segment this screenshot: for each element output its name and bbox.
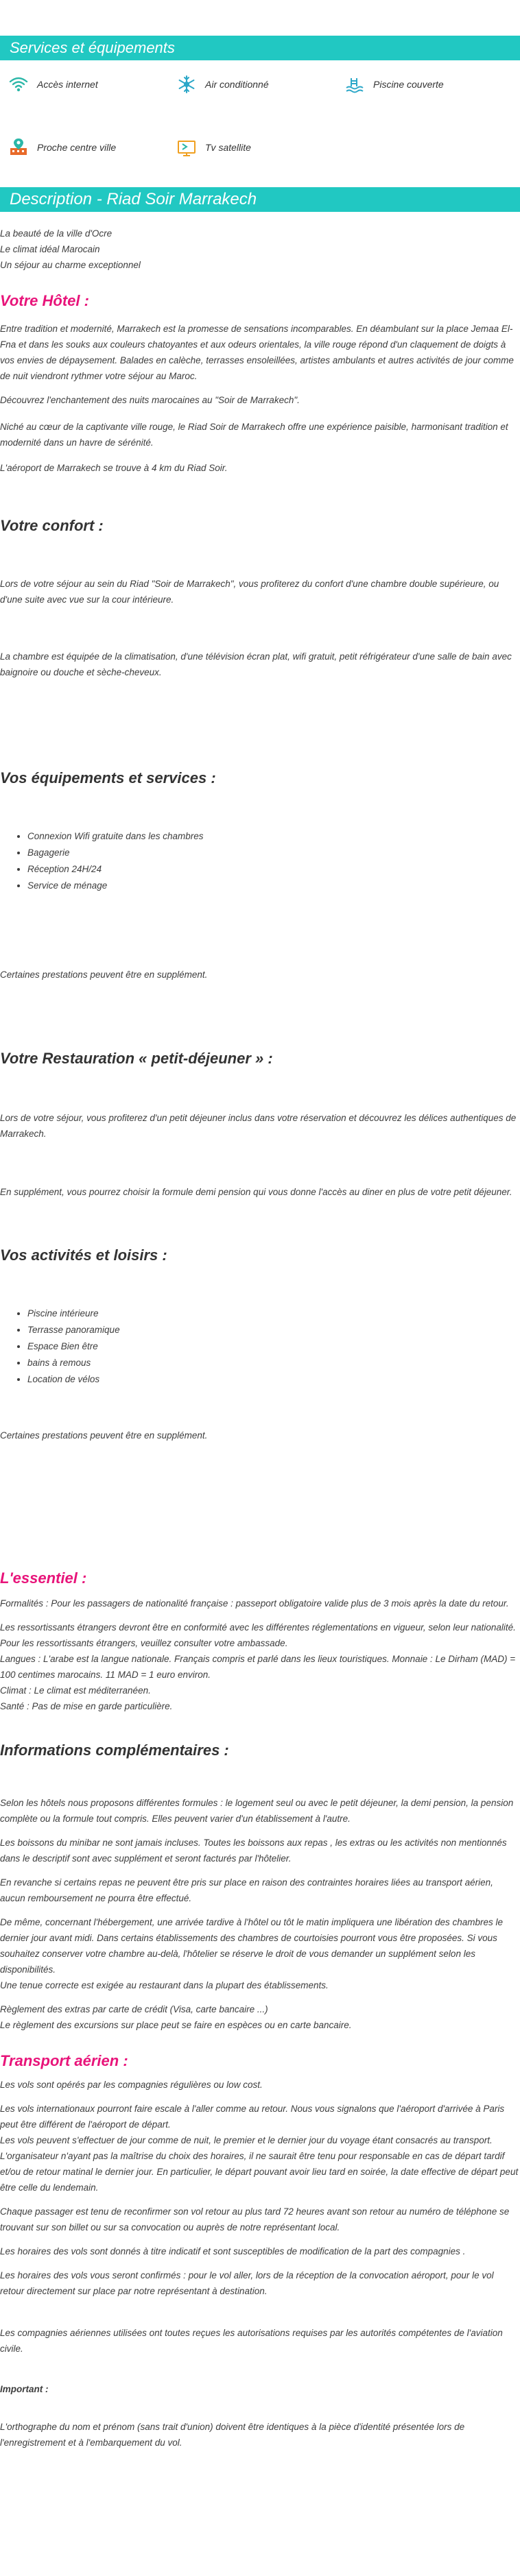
transport-line: Les vols internationaux pourront faire escale à l'aller comme au retour. Nous vous signalons que l'aéroport d'arrivée à Paris peut être différent de l'aéroport de départ. — [0, 2104, 505, 2130]
comfort-paragraph: La chambre est équipée de la climatisation, d'une télévision écran plat, wifi gratuit, petit réfrigérateur d'une salle de bain avec baignoire ou douche et sèche-cheveux. — [0, 651, 512, 677]
restaurant-heading: Votre Restauration « petit-déjeuner » : — [0, 1050, 273, 1067]
amenity-label: Tv satellite — [205, 141, 251, 153]
wifi-icon — [8, 74, 29, 95]
intro-line: Le climat idéal Marocain — [0, 244, 100, 254]
transport-paragraph: Les vols sont opérés par les compagnies régulières ou low cost. — [0, 2080, 263, 2090]
amenity-tv — [176, 136, 344, 159]
list-item: • bains à remous — [27, 1355, 520, 1371]
hotel-paragraph: Découvrez l'enchantement des nuits marocaines au "Soir de Marrakech". — [0, 395, 300, 405]
info-line: Règlement des extras par carte de crédit (Visa, carte bancaire ...) — [0, 2004, 268, 2014]
transport-paragraph: Les compagnies aériennes utilisées ont toutes reçues les autorisations requises par les autorités compétentes de l'aviation civile. — [0, 2328, 503, 2354]
info-paragraph: En revanche si certains repas ne peuvent être pris sur place en raison des contraintes horaires liées au transport aérien, aucun remboursement ne pourra être effectué. — [0, 1877, 493, 1903]
city-pin-icon — [8, 137, 29, 158]
activities-list — [0, 1305, 520, 1388]
hotel-paragraph: L'aéroport de Marrakech se trouve à 4 km du Riad Soir. — [0, 463, 228, 473]
transport-paragraph: L'orthographe du nom et prénom (sans trait d'union) doivent être identiques à la pièce d'identité présentée lors de l'enregistrement et à l'embarquement du vol. — [0, 2422, 465, 2448]
intro-line: Un séjour au charme exceptionnel — [0, 260, 141, 270]
restaurant-paragraph: En supplément, vous pourrez choisir la formule demi pension qui vous donne l'accès au diner en plus de votre petit déjeuner. — [0, 1187, 512, 1197]
transport-line: Les vols peuvent s'effectuer de jour comme de nuit, le premier et le dernier jour du voyage étant consacrés au transport. L'organisateur n'ayant pas la maîtrise du choix des horaires, il ne saurait être tenu pour responsable en cas de départ tardif et/ou de retour matinal le dernier jour. En particulier, le départ pouvant avoir lieu tard en soirée, la date effective de départ peut être celle du lendemain. — [0, 2135, 519, 2193]
info-block — [0, 1914, 520, 1993]
essential-line: Les ressortissants étrangers devront être en conformité avec les différentes réglementations en vigueur, selon leur nationalité. — [0, 1622, 516, 1633]
description-section-header — [0, 187, 520, 212]
hotel-paragraph: Niché au cœur de la captivante ville rouge, le Riad Soir de Marrakech offre une expérience paisible, harmonisant tradition et modernité dans un havre de sérénité. — [0, 422, 508, 448]
tv-icon — [176, 137, 197, 158]
list-item: • Connexion Wifi gratuite dans les chambres — [27, 828, 520, 845]
comfort-paragraph: Lors de votre séjour au sein du Riad "Soir de Marrakech", vous profiterez du confort d'une chambre double supérieure, ou d'une suite avec vue sur la cour intérieure. — [0, 579, 499, 605]
snowflake-icon — [176, 74, 197, 95]
amenities-list — [0, 60, 520, 187]
pool-icon — [344, 74, 365, 95]
equipment-heading: Vos équipements et services : — [0, 769, 216, 786]
comfort-heading: Votre confort : — [0, 517, 104, 534]
description-title: Description - Riad Soir Marrakech — [10, 190, 257, 208]
restaurant-paragraph: Lors de votre séjour, vous profiterez d'un petit déjeuner inclus dans votre réservation et découvrez les délices authentiques de Marrakech. — [0, 1113, 517, 1139]
list-item: • Espace Bien être — [27, 1338, 520, 1355]
info-line: De même, concernant l'hébergement, une arrivée tardive à l'hôtel ou tôt le matin impliquera une libération des chambres le dernier jour avant midi. Dans certains établissements des chambres de courtoisies pourront vous être proposées. Si vous souhaitez conserver votre chambre au-delà, l'hôtelier se réserve le droit de vous demander un supplément selon les disponibilités. — [0, 1917, 504, 1975]
amenity-label: Proche centre ville — [37, 141, 117, 153]
amenity-label: Air conditionné — [205, 79, 269, 90]
info-paragraph: Les boissons du minibar ne sont jamais incluses. Toutes les boissons aux repas , les extras ou les activités non mentionnés dans le descriptif sont avec supplément et seront facturés par l'hôtelier. — [0, 1838, 507, 1864]
hotel-heading: Votre Hôtel : — [0, 292, 89, 309]
hotel-paragraph: Entre tradition et modernité, Marrakech est la promesse de sensations incomparables. En déambulant sur la place Jemaa El-Fna et dans les souks aux couleurs chatoyantes et aux odeurs orientales, la ville rouge répond d'un claquement de doigts à vos envies de dépaysement. Balades en calèche, terrasses ensoleillées, artistes ambulants et autres activités de jour comme de nuit viendront rythmer votre séjour au Maroc. — [0, 324, 514, 381]
info-line: Une tenue correcte est exigée au restaurant dans la plupart des établissements. — [0, 1980, 329, 1990]
transport-heading: Transport aérien : — [0, 2052, 128, 2069]
amenity-air-conditioning — [176, 73, 344, 96]
essential-line: Langues : L'arabe est la langue nationale. Français compris et parlé dans les lieux touristiques. Monnaie : Le Dirham (MAD) = 100 centimes marocains. 11 MAD = 1 euro environ. — [0, 1654, 516, 1680]
services-section-header — [0, 36, 520, 60]
list-item: • Service de ménage — [27, 878, 520, 894]
essential-paragraph: Formalités : Pour les passagers de nationalité française : passeport obligatoire valide plus de 3 mois après la date du retour. — [0, 1598, 509, 1609]
info-heading: Informations complémentaires : — [0, 1742, 229, 1759]
info-block — [0, 2001, 520, 2033]
amenity-city-center — [8, 136, 176, 159]
info-paragraph: Selon les hôtels nous proposons différentes formules : le logement seul ou avec le petit déjeuner, la demi pension, la pension complète ou la formule tout compris. Elles peuvent varier d'un établissement à l'autre. — [0, 1798, 514, 1824]
intro-lines — [0, 226, 520, 273]
description-content — [0, 226, 520, 2451]
list-item: • Location de vélos — [27, 1371, 520, 1388]
activities-heading: Vos activités et loisirs : — [0, 1247, 167, 1264]
essential-heading: L'essentiel : — [0, 1569, 87, 1587]
essential-details — [0, 1620, 520, 1714]
list-item: • Bagagerie — [27, 845, 520, 861]
activities-note: Certaines prestations peuvent être en supplément. — [0, 1430, 208, 1441]
transport-paragraph: Les horaires des vols vous seront confirmés : pour le vol aller, lors de la réception de la convocation aéroport, pour le vol retour directement sur place par notre représentant à destination. — [0, 2270, 494, 2296]
transport-paragraph: Les horaires des vols sont donnés à titre indicatif et sont susceptibles de modification de la part des compagnies . — [0, 2246, 466, 2256]
transport-paragraph: Chaque passager est tenu de reconfirmer son vol retour au plus tard 72 heures avant son retour au numéro de téléphone se trouvant sur son billet ou sur sa convocation ou auprès de notre représentant local. — [0, 2206, 510, 2232]
amenity-label: Accès internet — [37, 79, 98, 90]
amenity-label: Piscine couverte — [373, 79, 444, 90]
transport-block — [0, 2101, 520, 2195]
essential-line: Climat : Le climat est méditerranéen. — [0, 1685, 151, 1696]
list-item: • Réception 24H/24 — [27, 861, 520, 878]
amenity-internet — [8, 73, 176, 96]
equipment-note: Certaines prestations peuvent être en supplément. — [0, 970, 208, 980]
amenity-pool — [344, 73, 512, 96]
info-line: Le règlement des excursions sur place peut se faire en espèces ou en carte bancaire. — [0, 2020, 352, 2030]
list-item: • Piscine intérieure — [27, 1305, 520, 1322]
essential-line: Santé : Pas de mise en garde particulière. — [0, 1701, 173, 1711]
equipment-list — [0, 828, 520, 894]
list-item: • Terrasse panoramique — [27, 1322, 520, 1338]
services-title: Services et équipements — [10, 39, 175, 56]
essential-line: Pour les ressortissants étrangers, veuillez consulter votre ambassade. — [0, 1638, 288, 1648]
intro-line: La beauté de la ville d'Ocre — [0, 228, 113, 239]
important-label: Important : — [0, 2384, 49, 2394]
